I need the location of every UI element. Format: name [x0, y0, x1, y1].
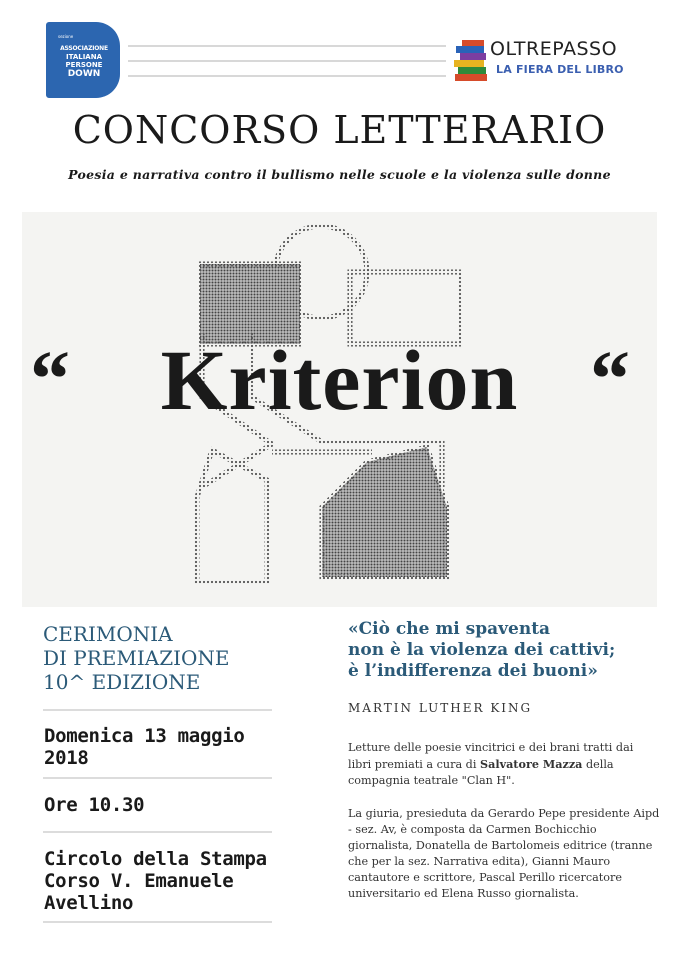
ceremony-line3: 10^ EDIZIONE [43, 670, 201, 694]
readings-name: Salvatore Mazza [479, 757, 583, 771]
divider [43, 831, 272, 833]
aipd-logo-small: sezione [58, 34, 74, 39]
event-date [44, 725, 245, 769]
event-venue-line1: Circolo della Stampa [44, 848, 267, 870]
jury-paragraph: La giuria, presieduta da Gerardo Pepe presidente Aipd - sez. Av, è composta da Carmen Bochicchio giornalista, Donatella de Bartolomeis editrice (tranne che per la sez. Narrativa edita), Gianni Mauro cantautore e scrittore, Pascal Perillo ricercatore universitario ed Elena Russo giornalista. [348, 807, 660, 900]
mlk-quote [348, 619, 615, 682]
divider [43, 777, 272, 779]
event-time: Ore 10.30 [44, 794, 145, 816]
event-venue-line2: Corso V. Emanuele [44, 870, 234, 892]
kriterion-word: Kriterion [160, 332, 519, 428]
aipd-logo-line4: DOWN [67, 69, 101, 79]
event-date-line1: Domenica 13 maggio [44, 725, 245, 747]
readings-text-before: Letture delle poesie vincitrici e dei brani tratti dai libri premiati a cura di [348, 741, 634, 771]
quote-author: MARTIN LUTHER KING [348, 701, 533, 715]
divider [43, 921, 272, 923]
aipd-logo-line1: ASSOCIAZIONE [60, 45, 108, 52]
header-rule [128, 45, 446, 47]
event-venue-line3: Avellino [44, 892, 134, 914]
aipd-logo-line3: PERSONE [65, 61, 103, 69]
mlk-quote-line3: è l’indifferenza dei buoni» [348, 661, 598, 681]
event-venue [44, 848, 267, 914]
page-title: CONCORSO LETTERARIO [72, 108, 607, 152]
books-stack-icon [452, 38, 492, 84]
readings-paragraph [348, 740, 660, 789]
mlk-quote-line1: «Ciò che mi spaventa [348, 619, 551, 639]
ceremony-heading [43, 622, 230, 694]
divider [43, 709, 272, 711]
ceremony-line1: CERIMONIA [43, 622, 173, 646]
readings-text-after: della compagnia teatrale "Clan H". [348, 758, 614, 787]
ceremony-line2: DI PREMIAZIONE [43, 646, 230, 670]
oltrepasso-name: OLTREPASSO [490, 38, 618, 60]
oltrepasso-tagline: LA FIERA DEL LIBRO [496, 63, 624, 76]
close-quote-mark: “ [590, 336, 630, 424]
mlk-quote-line2: non è la violenza dei cattivi; [348, 640, 616, 660]
open-quote-mark: “ [30, 336, 70, 424]
aipd-logo [46, 22, 120, 98]
header-rule [128, 75, 446, 77]
aipd-logo-line2: ITALIANA [65, 53, 102, 61]
page-subtitle: Poesia e narrativa contro il bullismo nelle scuole e la violenza sulle donne [68, 167, 611, 182]
header-rule [128, 60, 446, 62]
event-date-line2: 2018 [44, 747, 89, 769]
